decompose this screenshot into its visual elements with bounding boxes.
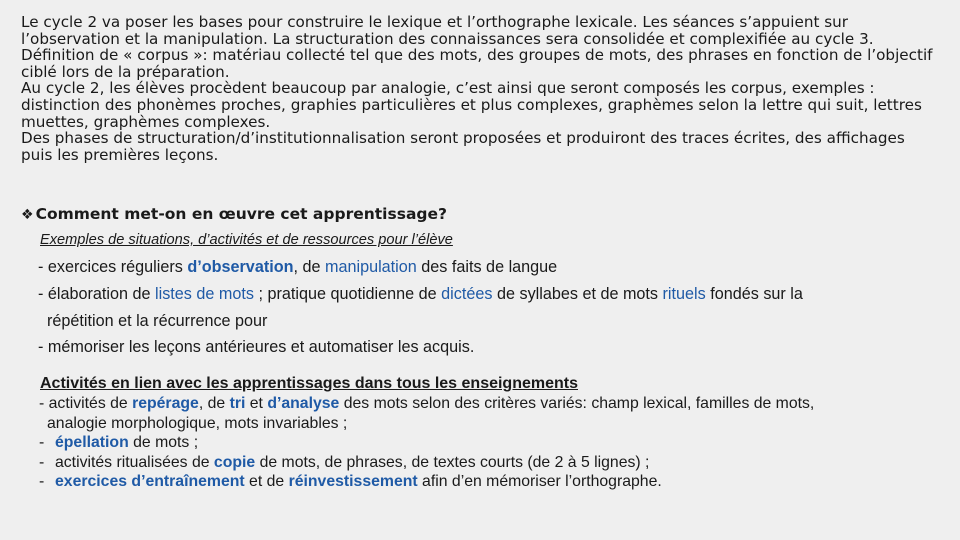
intro-paragraph-3: Des phases de structuration/d’institutionnalisation seront proposées et produiront des traces écrites, des affichages puis les premières leçons. <box>21 129 905 164</box>
activities-title: Activités en lien avec les apprentissages dans tous les enseignements <box>40 375 578 392</box>
list-item <box>39 433 939 453</box>
highlight-term: épellation <box>55 434 129 451</box>
intro-paragraph-2: Au cycle 2, les élèves procèdent beaucoup par analogie, c’est ainsi que seront composés les corpus, exemples : distinction des phonèmes proches, graphies particulières et plus complexes, graphèmes selon la lettre qui suit, lettres muettes, graphèmes complexes. <box>21 79 922 131</box>
list-item-continuation: répétition et la récurrence pour <box>47 311 268 330</box>
highlight-term: listes de mots <box>155 284 254 303</box>
examples-list <box>38 254 938 361</box>
section-heading <box>21 204 447 225</box>
text-run: activités ritualisées de <box>55 453 214 471</box>
list-item <box>39 453 939 473</box>
list-item-continuation: analogie morphologique, mots invariables ; <box>47 414 348 432</box>
text-run: fondés sur la <box>705 284 803 303</box>
diamond-bullet-icon: ❖ <box>21 207 34 223</box>
text-run: et <box>245 395 268 412</box>
text-run: , de <box>198 395 230 412</box>
text-run: de syllabes et de mots <box>492 284 663 303</box>
text-run: ; pratique quotidienne de <box>253 284 442 303</box>
dash-bullet: - <box>39 434 45 451</box>
text-run: - activités de <box>39 395 133 412</box>
intro-text <box>21 14 941 163</box>
text-run: de mots, de phrases, de textes courts (de 2 à 5 lignes) ; <box>255 453 650 471</box>
highlight-term: repérage <box>132 395 199 412</box>
dash-bullet: - <box>39 473 45 490</box>
highlight-term: manipulation <box>324 258 417 276</box>
text-run: des mots selon des critères variés: champ lexical, familles de mots, <box>339 395 815 412</box>
text-run: - élaboration de <box>38 284 155 303</box>
list-item <box>38 254 938 281</box>
intro-paragraph-1: Le cycle 2 va poser les bases pour construire le lexique et l’orthographe lexicale. Les séances s’appuient sur l’observation et la manipulation. La structuration des connaissances sera consolidée et complexifiée au cycle 3. Définition de « corpus »: matériau collecté tel que des mots, des groupes de mots, des phrases en fonction de l’objectif ciblé lors de la préparation. <box>21 13 933 81</box>
highlight-term: rituels <box>662 284 706 303</box>
list-item <box>39 394 939 414</box>
list-item <box>38 281 938 308</box>
dash-bullet: - <box>39 453 45 471</box>
section-heading-text: Comment met-on en œuvre cet apprentissage? <box>35 205 448 223</box>
list-item: - mémoriser les leçons antérieures et automatiser les acquis. <box>38 338 475 357</box>
highlight-term: d’observation <box>187 258 294 276</box>
highlight-term: réinvestissement <box>288 473 418 490</box>
highlight-term: tri <box>229 395 246 412</box>
list-item <box>39 472 939 492</box>
text-run: de mots ; <box>128 434 199 451</box>
text-run: - exercices réguliers <box>38 258 188 276</box>
text-run: des faits de langue <box>416 258 558 276</box>
text-run: , de <box>293 258 325 276</box>
activities-list <box>39 394 939 492</box>
highlight-term: copie <box>213 453 256 471</box>
text-run: afin d’en mémoriser l’orthographe. <box>417 473 662 490</box>
highlight-term: dictées <box>441 284 493 303</box>
examples-title: Exemples de situations, d’activités et de ressources pour l’élève <box>40 232 453 248</box>
highlight-term: exercices d’entraînement <box>55 473 245 490</box>
highlight-term: d’analyse <box>267 395 340 412</box>
text-run: et de <box>244 473 289 490</box>
